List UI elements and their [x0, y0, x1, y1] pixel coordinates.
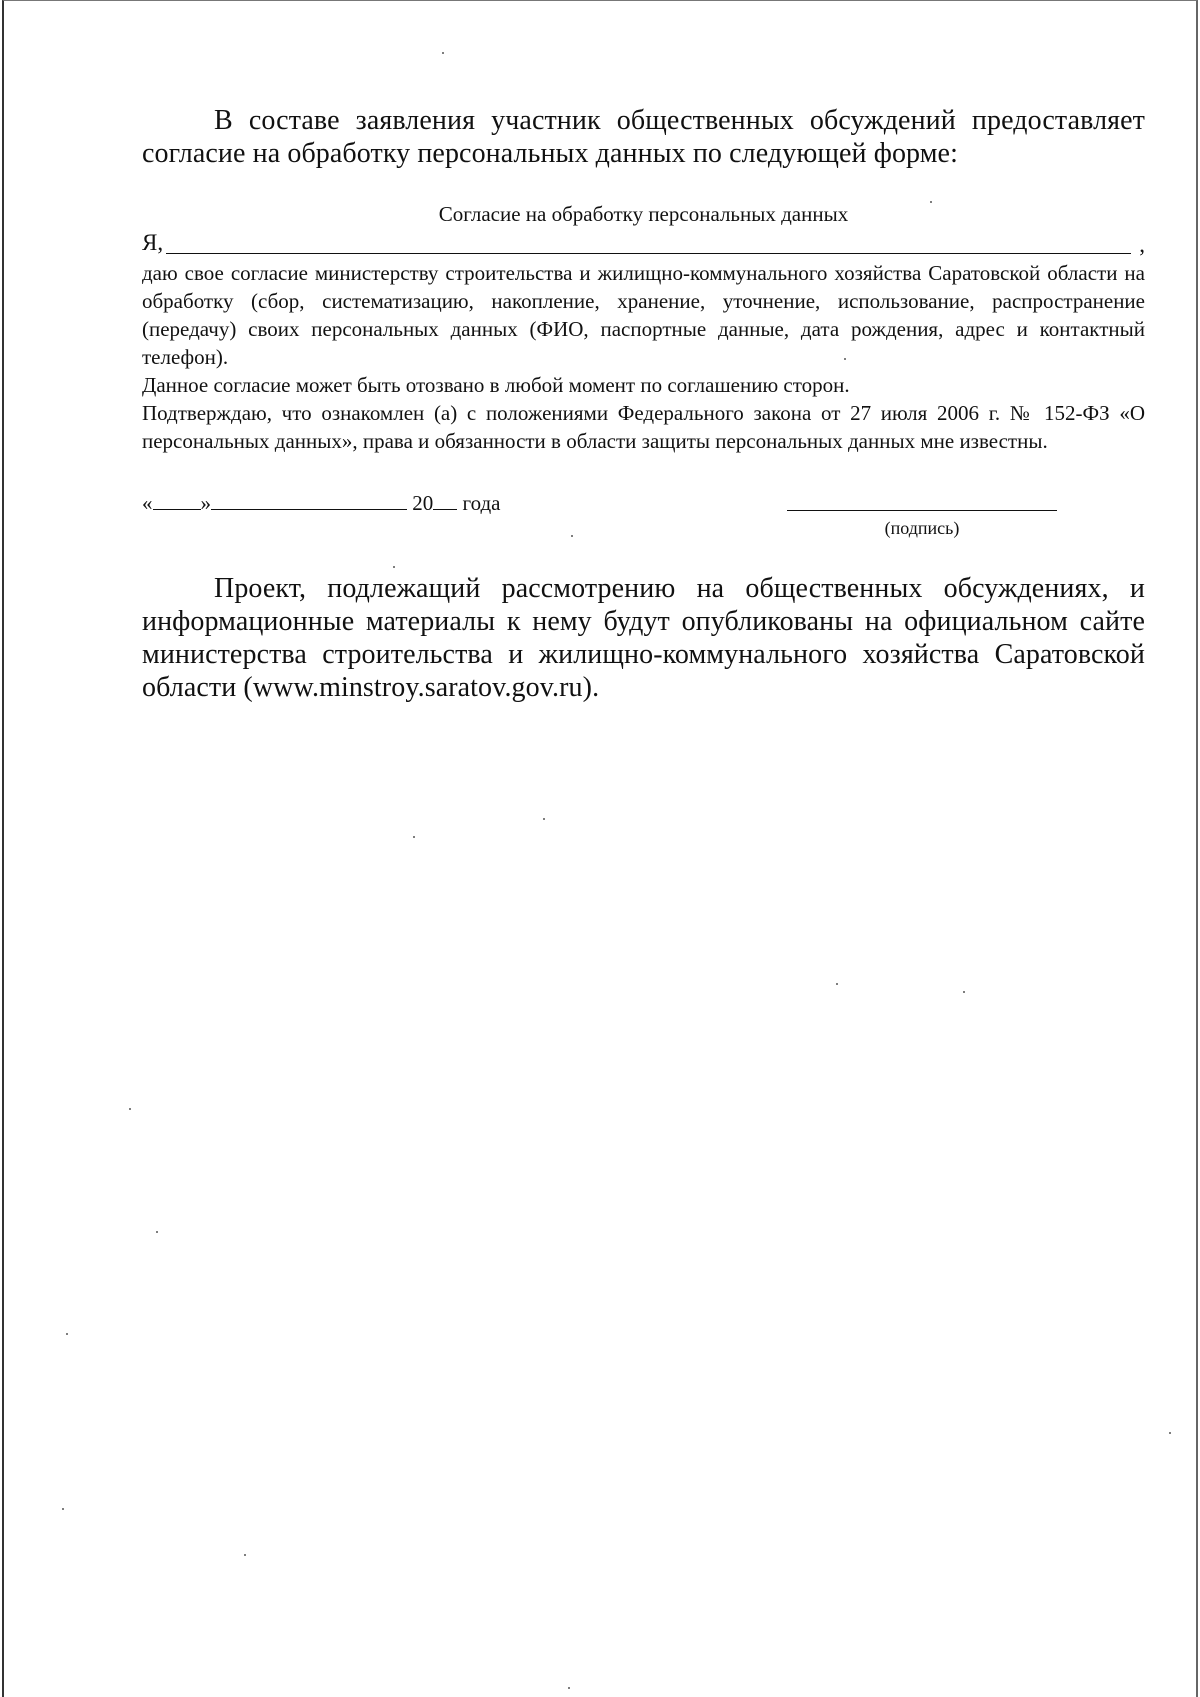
project-paragraph: Проект, подлежащий рассмотрению на общественных обсуждениях, и информационные материалы к нему будут опубликованы на официальном сайте министерства строительства и жилищно-коммунального хозяйства Саратовской области (www.minstroy.saratov.gov.ru). [142, 573, 1145, 703]
scan-speck [129, 1108, 131, 1110]
date-year-prefix: 20 [412, 491, 434, 515]
scan-speck [963, 991, 965, 993]
scan-speck [413, 836, 415, 838]
scan-speck [844, 358, 846, 360]
name-suffix: , [1139, 232, 1145, 257]
scan-speck [1169, 1432, 1171, 1434]
date-row [142, 489, 501, 517]
scan-speck [244, 1554, 246, 1556]
scan-speck [62, 1508, 64, 1510]
intro-paragraph: В составе заявления участник общественных обсуждений предоставляет согласие на обработку персональных данных по следующей форме: [142, 105, 1145, 169]
year-blank-line [433, 489, 457, 510]
name-blank-line [166, 253, 1131, 254]
scan-speck [836, 983, 838, 985]
scan-speck [568, 1687, 570, 1689]
consent-body [142, 259, 1145, 455]
date-open-quote: « [142, 491, 153, 515]
scan-speck [156, 1231, 158, 1233]
scan-speck [442, 52, 444, 54]
name-prefix: Я, [142, 230, 164, 255]
signature-label: (подпись) [884, 518, 960, 538]
date-year-suffix: года [462, 491, 501, 515]
name-line [142, 228, 1145, 258]
scan-speck [66, 1333, 68, 1335]
scan-speck [393, 566, 395, 568]
revocation-paragraph: Данное согласие может быть отозвано в любой момент по соглашению сторон. [142, 373, 850, 397]
consent-title: Согласие на обработку персональных данных [438, 202, 849, 226]
consent-paragraph: даю свое согласие министерству строительства и жилищно-коммунального хозяйства Саратовской области на обработку (сбор, систематизацию, накопление, хранение, уточнение, использование, распространение (передачу) своих персональных данных (ФИО, паспортные данные, дата рождения, адрес и контактный телефон). [142, 261, 1145, 369]
acknowledgement-paragraph: Подтверждаю, что ознакомлен (а) с положениями Федерального закона от 27 июля 2006 г. № 152-ФЗ «О персональных данных», права и обязанности в области защиты персональных данных мне известны. [142, 401, 1145, 453]
date-close-quote: » [200, 491, 211, 515]
month-blank-line [211, 489, 407, 510]
scan-speck [930, 201, 932, 203]
day-blank-line [153, 489, 201, 510]
scan-speck [543, 818, 545, 820]
signature-blank-line [787, 510, 1057, 511]
scan-speck [571, 535, 573, 537]
